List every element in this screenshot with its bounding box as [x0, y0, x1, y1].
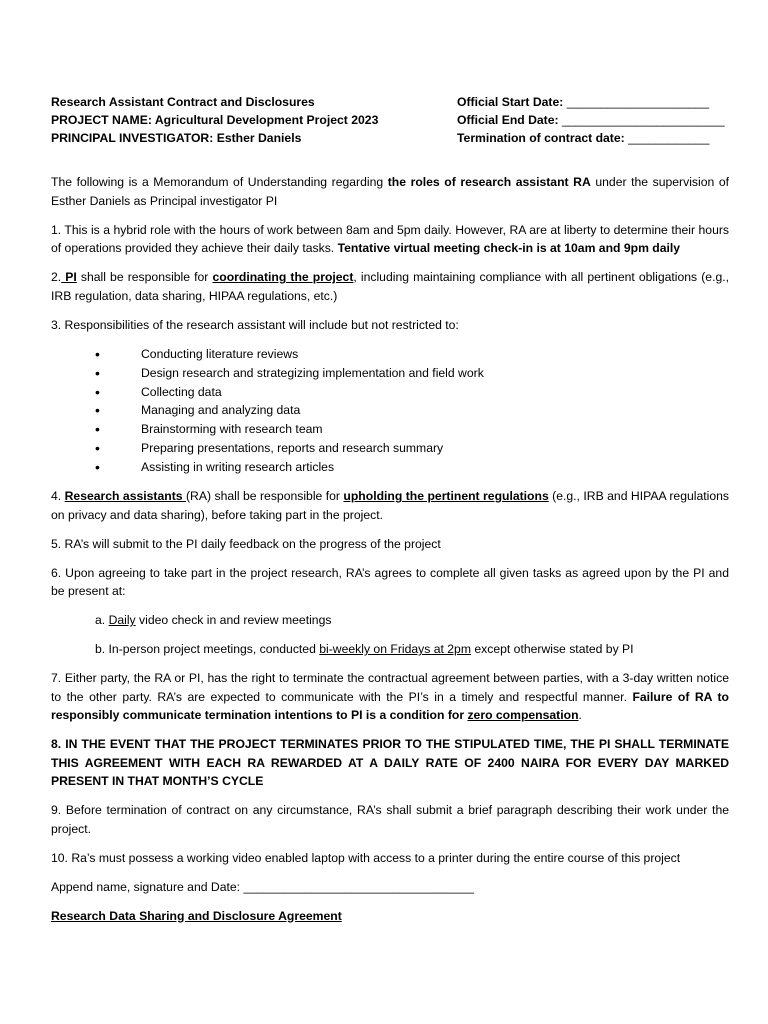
- list-item: [51, 401, 729, 420]
- principal-investigator-line: [51, 129, 378, 147]
- list-item: [51, 364, 729, 383]
- header-left: [51, 93, 378, 147]
- clause-2-text-a: shall be responsible for: [76, 270, 213, 284]
- pi-label: PRINCIPAL INVESTIGATOR:: [51, 131, 214, 145]
- bullet-icon: •: [95, 346, 100, 362]
- clause-7-zero-compensation: zero compensation: [467, 708, 579, 723]
- list-item-text: Conducting literature reviews: [141, 347, 299, 361]
- clause-5: 5. RA’s will submit to the PI daily feedback on the progress of the project: [51, 536, 441, 551]
- clause-2-bold: coordinating the project: [212, 270, 354, 284]
- bullet-icon: •: [95, 364, 100, 381]
- bullet-icon: •: [95, 439, 100, 456]
- clause-1-bold: Tentative virtual meeting check-in is at 10am and 9pm daily: [337, 241, 681, 255]
- clause-10: 10. Ra’s must possess a working video enabled laptop with access to a printer during the entire course of this project: [51, 850, 681, 865]
- list-item: [51, 458, 729, 477]
- clause-6a: [51, 611, 729, 630]
- document-page: [51, 93, 729, 925]
- project-name-line: [51, 111, 378, 129]
- list-item: [51, 439, 729, 458]
- clause-2: [51, 268, 729, 305]
- clause-4-bold-a: Research assistants: [64, 489, 186, 504]
- clause-6b-underlined: bi-weekly on Fridays at 2pm: [319, 642, 471, 657]
- official-end-date-line: [457, 111, 725, 129]
- list-item-text: Brainstorming with research team: [141, 422, 323, 437]
- clause-2-pi: PI: [61, 270, 77, 284]
- clause-7-text: 7. Either party, the RA or PI, has the right to terminate the contractual agreement between parties, with a 3-day written notice to the other party. RA’s are expected to communicate with the PI’s in a timely and respectful manner.: [51, 671, 729, 704]
- project-name-label: PROJECT NAME:: [51, 113, 152, 127]
- intro-text-bold: the roles of research assistant RA: [387, 175, 591, 189]
- pi-name: Esther Daniels: [216, 131, 302, 145]
- start-date-blank[interactable]: _____________________: [566, 95, 710, 109]
- clause-8: 8. IN THE EVENT THAT THE PROJECT TERMINATES PRIOR TO THE STIPULATED TIME, THE PI SHALL TERMINATE THIS AGREEMENT WITH EACH RA REWARDED AT A DAILY RATE OF 2400 NAIRA FOR EVERY DAY MARKED PRESENT IN THAT MONTH’S CYCLE: [51, 737, 729, 789]
- bullet-icon: •: [95, 383, 100, 400]
- clause-6b-prefix: b. In-person project meetings, conducted: [95, 642, 320, 657]
- bullet-icon: •: [95, 421, 100, 438]
- list-item: [51, 383, 729, 402]
- clause-6a-underlined: Daily: [108, 613, 136, 628]
- list-item: [51, 345, 729, 364]
- data-sharing-heading: Research Data Sharing and Disclosure Agreement: [51, 908, 342, 923]
- clause-4-text-b: (RA) shall be responsible for: [186, 489, 344, 504]
- clause-6: 6. Upon agreeing to take part in the project research, RA’s agrees to complete all given tasks as agreed upon by the PI and be present at:: [51, 565, 729, 599]
- termination-date-blank[interactable]: ____________: [628, 131, 710, 145]
- clause-4-number: 4.: [51, 489, 65, 504]
- termination-date-line: [457, 129, 725, 147]
- official-start-date-line: [457, 93, 725, 111]
- clause-1-text: 1. This is a hybrid role with the hours of work between 8am and 5pm daily. However, RA are at liberty to determine their hours of operations provided they achieve their daily tasks.: [51, 222, 729, 255]
- bullet-icon: •: [95, 402, 100, 419]
- start-date-label: Official Start Date:: [457, 95, 564, 109]
- clause-1: [51, 221, 729, 258]
- append-label: Append name, signature and Date:: [51, 879, 244, 894]
- clause-7-period: .: [578, 708, 582, 723]
- append-signature-line: [51, 878, 729, 897]
- termination-date-label: Termination of contract date:: [457, 131, 625, 145]
- clause-7-bold: Failure of RA to responsibly communicate termination intentions to PI is a condition for: [51, 689, 729, 723]
- list-item-text: Assisting in writing research articles: [141, 459, 335, 474]
- document-title: Research Assistant Contract and Disclosures: [51, 95, 315, 109]
- clause-2-text-c: , including maintaining compliance with all pertinent obligations (e.g., IRB regulation, data sharing, HIPAA regulations, etc.): [51, 270, 730, 303]
- clause-6b-text: except otherwise stated by PI: [470, 642, 634, 657]
- clause-4: [51, 487, 729, 524]
- clause-3: 3. Responsibilities of the research assistant will include but not restricted to:: [51, 317, 459, 332]
- list-item-text: Preparing presentations, reports and research summary: [141, 440, 444, 455]
- intro-paragraph: [51, 173, 729, 210]
- responsibilities-list: [51, 345, 729, 477]
- end-date-blank[interactable]: ________________________: [561, 113, 725, 127]
- list-item-text: Design research and strategizing implementation and field work: [141, 365, 484, 380]
- intro-text-a: The following is a Memorandum of Understanding regarding: [51, 175, 388, 189]
- clause-6b: [51, 640, 729, 659]
- bullet-icon: •: [95, 458, 100, 475]
- clause-4-bold-c: upholding the pertinent regulations: [343, 489, 549, 504]
- project-name-value: Agricultural Development Project 2023: [154, 113, 379, 127]
- clause-9: 9. Before termination of contract on any circumstance, RA’s shall submit a brief paragraph describing their work under the project.: [51, 803, 729, 836]
- intro-text-c: under the supervision of Esther Daniels as Principal investigator PI: [51, 175, 730, 208]
- clause-7: [51, 669, 729, 725]
- list-item: [51, 420, 729, 439]
- end-date-label: Official End Date:: [457, 113, 559, 127]
- header-right: [457, 93, 725, 147]
- list-item-text: Collecting data: [141, 384, 222, 399]
- clause-2-number: 2.: [51, 270, 62, 284]
- document-header: [51, 93, 729, 147]
- signature-blank[interactable]: __________________________________: [243, 879, 474, 894]
- clause-6a-prefix: a.: [95, 613, 109, 628]
- list-item-text: Managing and analyzing data: [141, 403, 301, 418]
- clause-4-text-d: (e.g., IRB and HIPAA regulations on privacy and data sharing), before taking part in the project.: [51, 489, 729, 522]
- clause-6a-text: video check in and review meetings: [135, 613, 332, 628]
